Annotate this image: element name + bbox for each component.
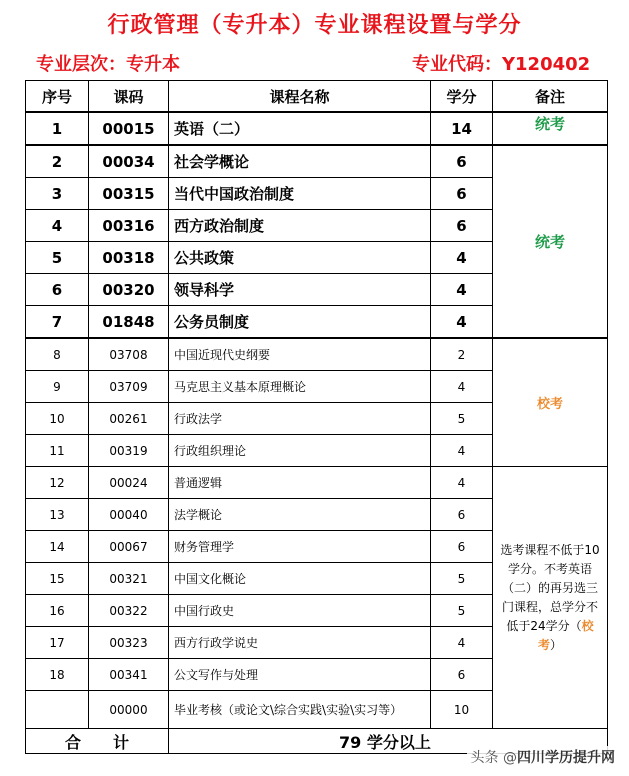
row-no: 13 <box>26 499 89 531</box>
row-no: 12 <box>26 467 89 499</box>
watermark-prefix: 头条 @ <box>470 750 517 766</box>
row-no: 14 <box>26 531 89 563</box>
major-code: 专业代码：Y120402 <box>412 54 591 75</box>
row-code: 03708 <box>89 338 169 371</box>
row-name: 西方行政学说史 <box>169 627 431 659</box>
row-no: 18 <box>26 659 89 691</box>
row-no <box>26 691 89 729</box>
row-name: 毕业考核（或论文\综合实践\实验\实习等） <box>169 691 431 729</box>
table-row <box>26 145 608 178</box>
row-credit: 5 <box>431 595 493 627</box>
remark-english <box>493 112 608 145</box>
row-credit: 4 <box>431 306 493 339</box>
row-name: 西方政治制度 <box>169 210 431 242</box>
total-value: 79 学分以上 <box>169 729 608 754</box>
row-code: 00261 <box>89 403 169 435</box>
row-credit: 5 <box>431 563 493 595</box>
total-label: 合 计 <box>26 729 169 754</box>
major-level: 专业层次：专升本 <box>36 54 180 75</box>
row-no: 15 <box>26 563 89 595</box>
row-code: 00040 <box>89 499 169 531</box>
row-no: 5 <box>26 242 89 274</box>
table-row <box>26 338 608 371</box>
row-name: 领导科学 <box>169 274 431 306</box>
remark-school-text: 校考 <box>536 397 563 412</box>
row-credit: 4 <box>431 627 493 659</box>
row-name: 行政组织理论 <box>169 435 431 467</box>
row-credit: 4 <box>431 371 493 403</box>
row-credit: 4 <box>431 242 493 274</box>
table-row <box>26 112 608 145</box>
row-no: 2 <box>26 145 89 178</box>
row-code: 00321 <box>89 563 169 595</box>
row-no: 6 <box>26 274 89 306</box>
remark-school <box>493 338 608 467</box>
row-code: 00024 <box>89 467 169 499</box>
row-credit: 5 <box>431 403 493 435</box>
row-code: 00315 <box>89 178 169 210</box>
row-credit: 2 <box>431 338 493 371</box>
row-code: 00320 <box>89 274 169 306</box>
table-row <box>26 467 608 499</box>
row-code: 00067 <box>89 531 169 563</box>
row-no: 9 <box>26 371 89 403</box>
row-name: 当代中国政治制度 <box>169 178 431 210</box>
header-name: 课程名称 <box>169 81 431 113</box>
row-credit: 4 <box>431 274 493 306</box>
header-credit: 学分 <box>431 81 493 113</box>
row-name: 普通逻辑 <box>169 467 431 499</box>
row-code: 01848 <box>89 306 169 339</box>
row-credit: 6 <box>431 659 493 691</box>
row-code: 00323 <box>89 627 169 659</box>
row-code: 00316 <box>89 210 169 242</box>
header-code: 课码 <box>89 81 169 113</box>
remark-unified-text: 统考 <box>534 233 565 251</box>
row-credit: 6 <box>431 531 493 563</box>
row-name: 社会学概论 <box>169 145 431 178</box>
watermark-brand: 四川学历提升网 <box>517 750 615 766</box>
row-no: 7 <box>26 306 89 339</box>
watermark <box>467 746 619 768</box>
remark-english-text: 统考 <box>534 115 565 133</box>
course-table <box>25 80 608 754</box>
row-credit: 4 <box>431 435 493 467</box>
remark-elective-note-tag: 校考 <box>537 618 594 652</box>
row-name: 公文写作与处理 <box>169 659 431 691</box>
row-name: 英语（二） <box>169 112 431 145</box>
row-credit: 6 <box>431 499 493 531</box>
row-name: 财务管理学 <box>169 531 431 563</box>
row-no: 17 <box>26 627 89 659</box>
row-code: 00319 <box>89 435 169 467</box>
row-credit: 6 <box>431 145 493 178</box>
row-name: 中国行政史 <box>169 595 431 627</box>
row-code: 00341 <box>89 659 169 691</box>
row-code: 00034 <box>89 145 169 178</box>
row-no: 10 <box>26 403 89 435</box>
row-no: 8 <box>26 338 89 371</box>
row-credit: 14 <box>431 112 493 145</box>
row-no: 16 <box>26 595 89 627</box>
remark-unified <box>493 145 608 338</box>
row-credit: 4 <box>431 467 493 499</box>
header-no: 序号 <box>26 81 89 113</box>
row-name: 法学概论 <box>169 499 431 531</box>
table-header-row <box>26 81 608 113</box>
row-no: 4 <box>26 210 89 242</box>
remark-elective-note <box>493 467 608 729</box>
remark-elective-note-text: 选考课程不低于10学分。不考英语（二）的再另选三门课程，总学分不低于24学分（ <box>500 542 600 633</box>
row-name: 中国文化概论 <box>169 563 431 595</box>
row-no: 11 <box>26 435 89 467</box>
row-credit: 6 <box>431 210 493 242</box>
row-name: 行政法学 <box>169 403 431 435</box>
header-remark: 备注 <box>493 81 608 113</box>
row-name: 马克思主义基本原理概论 <box>169 371 431 403</box>
row-code: 00322 <box>89 595 169 627</box>
page-title: 行政管理（专升本）专业课程设置与学分 <box>107 13 522 38</box>
row-code: 00015 <box>89 112 169 145</box>
row-code: 00318 <box>89 242 169 274</box>
row-no: 1 <box>26 112 89 145</box>
row-credit: 6 <box>431 178 493 210</box>
row-code: 03709 <box>89 371 169 403</box>
remark-elective-note-end: ） <box>550 637 563 652</box>
row-code: 00000 <box>89 691 169 729</box>
row-name: 公务员制度 <box>169 306 431 339</box>
row-no: 3 <box>26 178 89 210</box>
row-credit: 10 <box>431 691 493 729</box>
row-name: 公共政策 <box>169 242 431 274</box>
row-name: 中国近现代史纲要 <box>169 338 431 371</box>
